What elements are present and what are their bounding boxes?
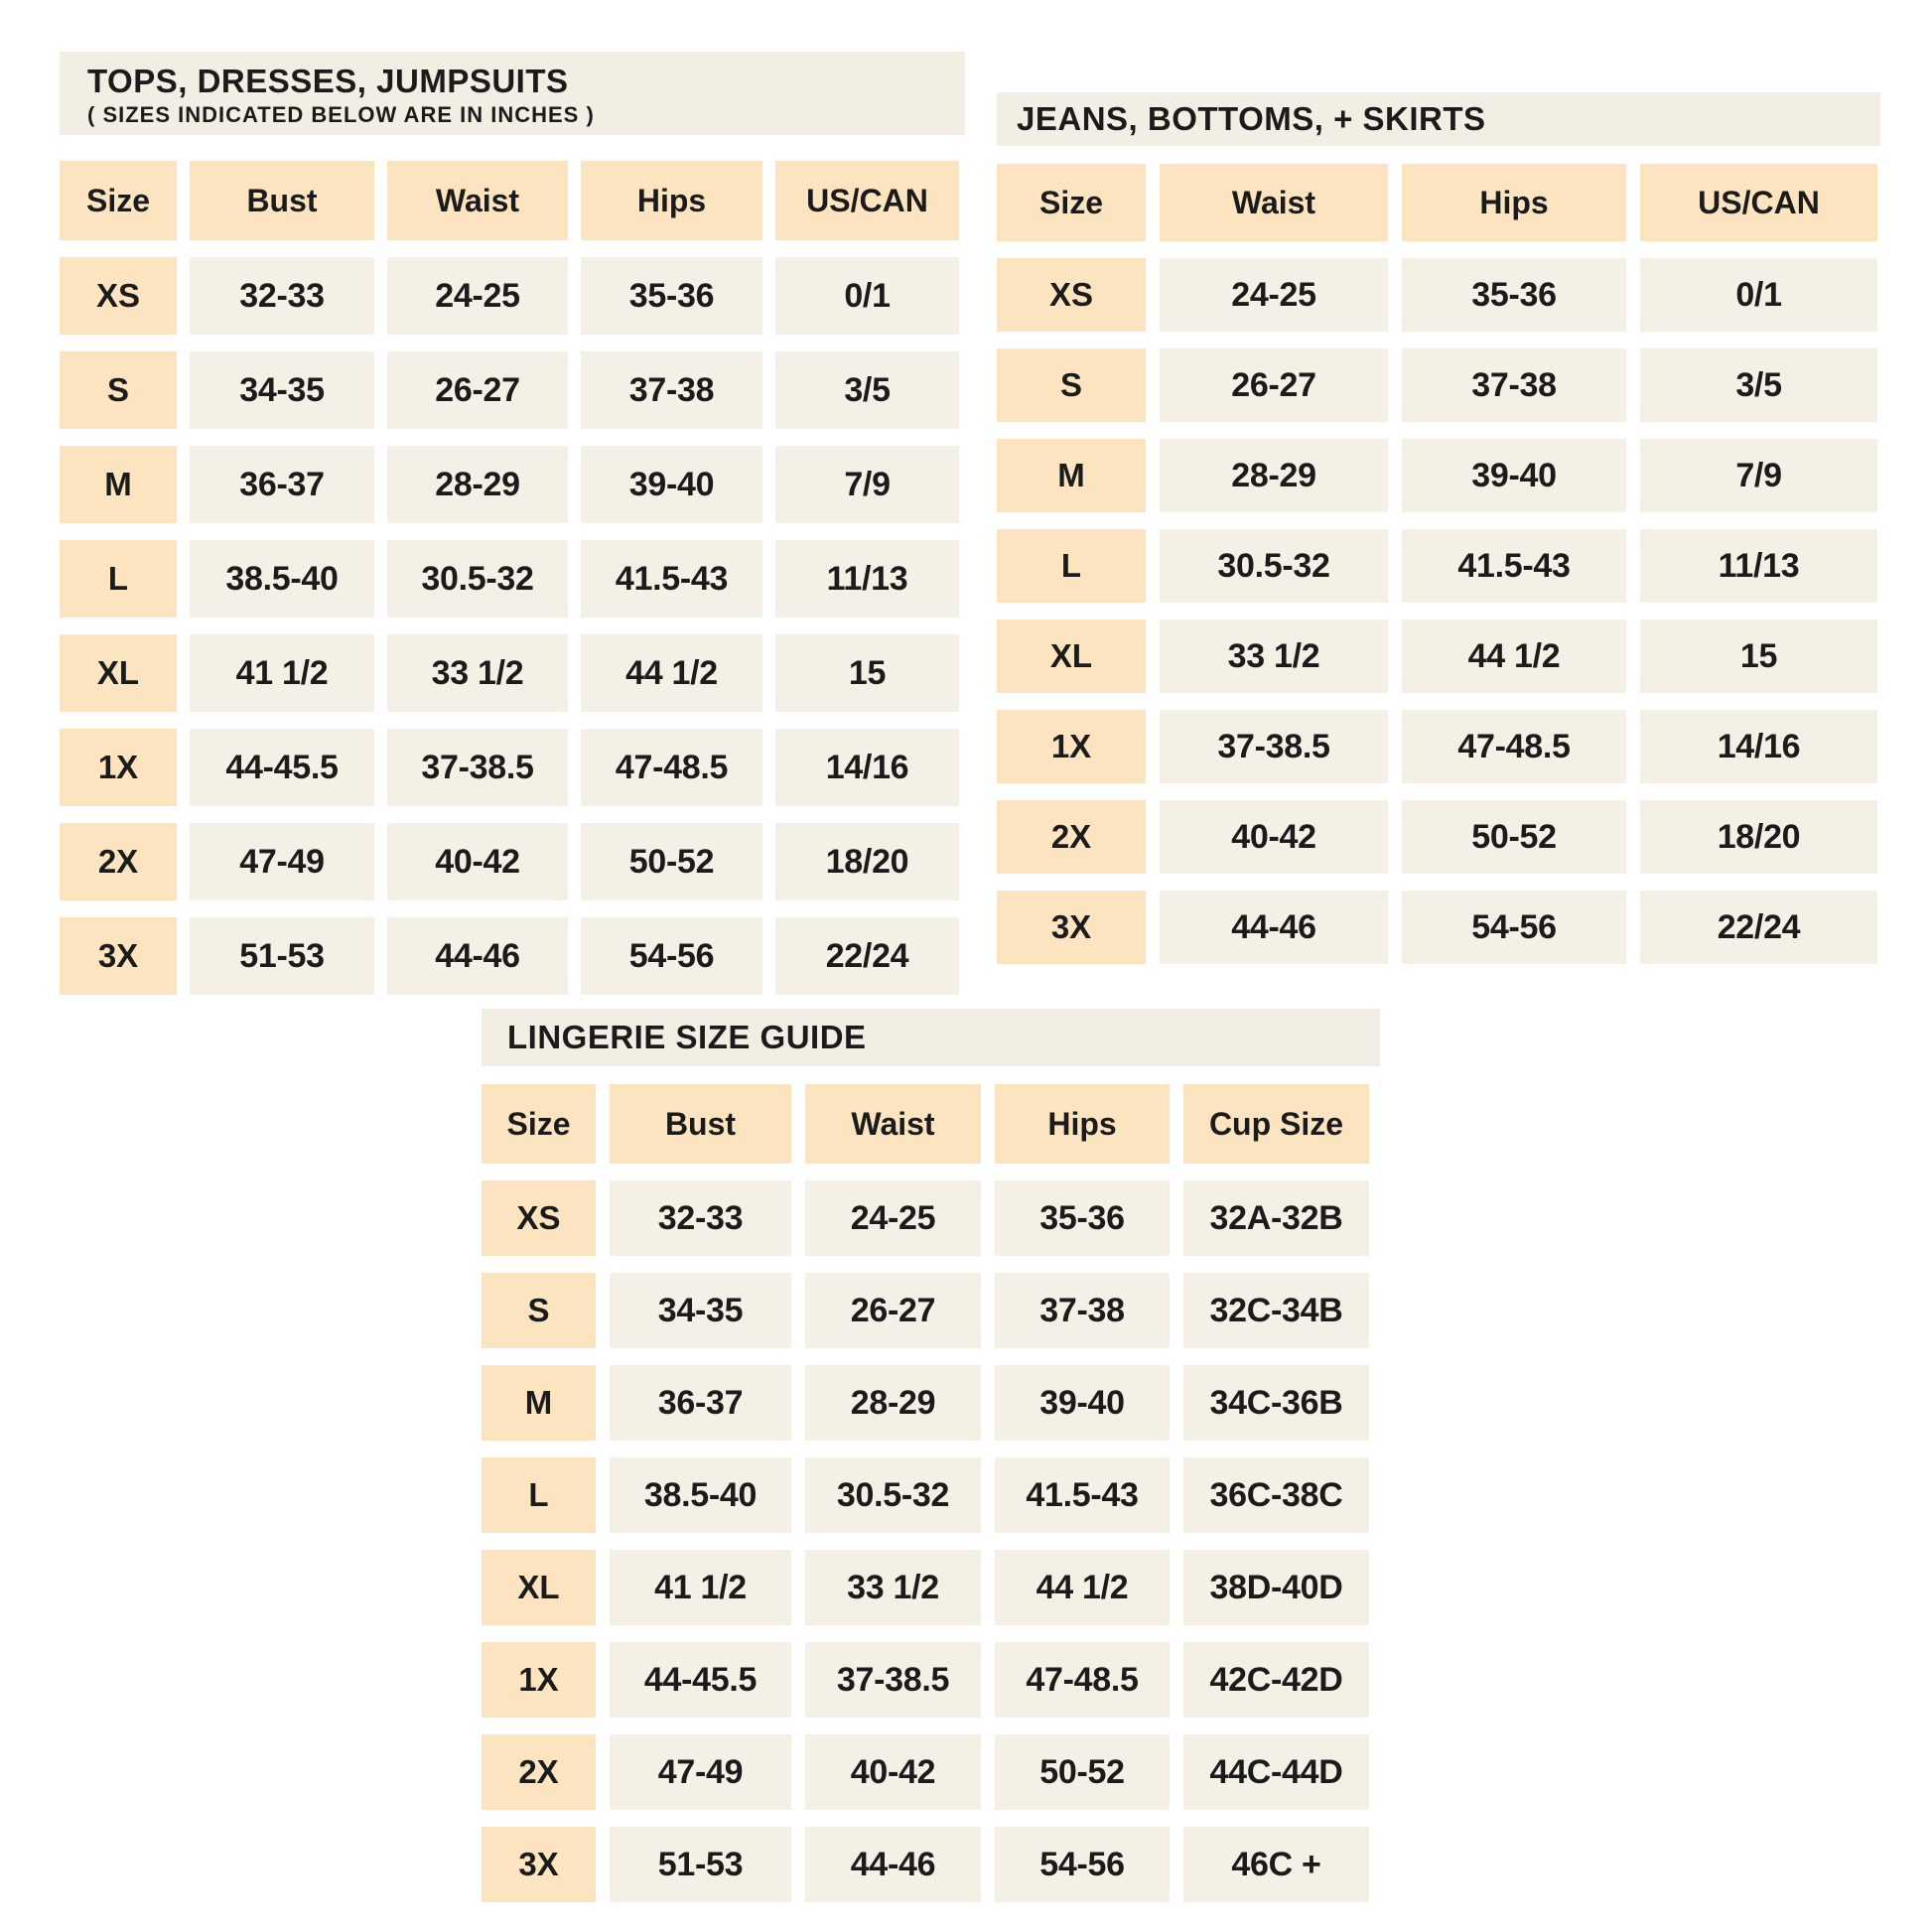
value-cell: 41.5-43	[1402, 529, 1626, 603]
size-label-xl: XL	[997, 620, 1146, 693]
size-label-xl: XL	[482, 1550, 596, 1625]
value-cell: 22/24	[1640, 891, 1877, 964]
value-cell: 14/16	[1640, 710, 1877, 783]
value-cell: 15	[775, 634, 959, 712]
value-cell: 11/13	[775, 540, 959, 618]
jeans-title-panel	[997, 92, 1880, 146]
value-cell: 28-29	[387, 446, 568, 523]
value-cell: 33 1/2	[805, 1550, 981, 1625]
size-label-s: S	[482, 1273, 596, 1348]
value-cell: 37-38.5	[1160, 710, 1388, 783]
value-cell: 47-48.5	[581, 729, 762, 806]
value-cell: 24-25	[387, 257, 568, 335]
value-cell: 14/16	[775, 729, 959, 806]
jeans-table-grid	[997, 164, 1880, 964]
value-cell: 36-37	[190, 446, 374, 523]
value-cell: 44-46	[805, 1827, 981, 1902]
value-cell: 3/5	[775, 351, 959, 429]
value-cell: 33 1/2	[1160, 620, 1388, 693]
value-cell: 37-38.5	[805, 1642, 981, 1718]
value-cell: 47-48.5	[1402, 710, 1626, 783]
size-label-l: L	[997, 529, 1146, 603]
column-header-size: Size	[482, 1084, 596, 1164]
value-cell: 44C-44D	[1183, 1734, 1369, 1810]
value-cell: 24-25	[1160, 258, 1388, 332]
value-cell: 38D-40D	[1183, 1550, 1369, 1625]
size-label-xs: XS	[60, 257, 177, 335]
size-label-3x: 3X	[60, 917, 177, 995]
column-header-bust: Bust	[610, 1084, 791, 1164]
size-label-1x: 1X	[997, 710, 1146, 783]
size-label-s: S	[60, 351, 177, 429]
value-cell: 44 1/2	[1402, 620, 1626, 693]
value-cell: 30.5-32	[1160, 529, 1388, 603]
column-header-waist: Waist	[1160, 164, 1388, 241]
value-cell: 54-56	[581, 917, 762, 995]
value-cell: 50-52	[581, 823, 762, 900]
value-cell: 26-27	[805, 1273, 981, 1348]
value-cell: 32-33	[190, 257, 374, 335]
size-label-2x: 2X	[997, 800, 1146, 874]
value-cell: 42C-42D	[1183, 1642, 1369, 1718]
lingerie-table-title: LINGERIE SIZE GUIDE	[507, 1019, 867, 1055]
size-label-m: M	[60, 446, 177, 523]
value-cell: 0/1	[1640, 258, 1877, 332]
size-label-3x: 3X	[997, 891, 1146, 964]
value-cell: 37-38.5	[387, 729, 568, 806]
value-cell: 34C-36B	[1183, 1365, 1369, 1441]
value-cell: 41.5-43	[995, 1457, 1170, 1533]
column-header-cup-size: Cup Size	[1183, 1084, 1369, 1164]
column-header-waist: Waist	[805, 1084, 981, 1164]
value-cell: 3/5	[1640, 348, 1877, 422]
tops-table-subtitle: ( SIZES INDICATED BELOW ARE IN INCHES )	[87, 102, 595, 127]
value-cell: 44 1/2	[995, 1550, 1170, 1625]
value-cell: 37-38	[995, 1273, 1170, 1348]
value-cell: 39-40	[995, 1365, 1170, 1441]
jeans-bottoms-skirts-table	[997, 92, 1880, 964]
value-cell: 7/9	[775, 446, 959, 523]
value-cell: 51-53	[610, 1827, 791, 1902]
tops-title-panel	[60, 52, 965, 135]
value-cell: 26-27	[1160, 348, 1388, 422]
value-cell: 37-38	[581, 351, 762, 429]
column-header-hips: Hips	[1402, 164, 1626, 241]
size-label-xs: XS	[997, 258, 1146, 332]
column-header-bust: Bust	[190, 161, 374, 240]
value-cell: 11/13	[1640, 529, 1877, 603]
value-cell: 34-35	[190, 351, 374, 429]
value-cell: 46C +	[1183, 1827, 1369, 1902]
value-cell: 44-46	[387, 917, 568, 995]
value-cell: 32A-32B	[1183, 1180, 1369, 1256]
value-cell: 40-42	[1160, 800, 1388, 874]
size-label-l: L	[60, 540, 177, 618]
value-cell: 47-49	[610, 1734, 791, 1810]
size-label-1x: 1X	[482, 1642, 596, 1718]
value-cell: 7/9	[1640, 439, 1877, 512]
value-cell: 47-49	[190, 823, 374, 900]
value-cell: 35-36	[581, 257, 762, 335]
value-cell: 22/24	[775, 917, 959, 995]
lingerie-table-grid	[482, 1084, 1380, 1902]
column-header-us-can: US/CAN	[1640, 164, 1877, 241]
value-cell: 34-35	[610, 1273, 791, 1348]
value-cell: 47-48.5	[995, 1642, 1170, 1718]
value-cell: 54-56	[995, 1827, 1170, 1902]
column-header-waist: Waist	[387, 161, 568, 240]
value-cell: 32C-34B	[1183, 1273, 1369, 1348]
lingerie-title-panel	[482, 1009, 1380, 1066]
value-cell: 44-45.5	[610, 1642, 791, 1718]
value-cell: 36-37	[610, 1365, 791, 1441]
tops-table-grid	[60, 161, 965, 995]
value-cell: 50-52	[995, 1734, 1170, 1810]
value-cell: 41.5-43	[581, 540, 762, 618]
value-cell: 36C-38C	[1183, 1457, 1369, 1533]
value-cell: 38.5-40	[610, 1457, 791, 1533]
size-label-2x: 2X	[482, 1734, 596, 1810]
jeans-table-title: JEANS, BOTTOMS, + SKIRTS	[1017, 100, 1486, 137]
size-label-1x: 1X	[60, 729, 177, 806]
value-cell: 30.5-32	[387, 540, 568, 618]
value-cell: 32-33	[610, 1180, 791, 1256]
value-cell: 39-40	[1402, 439, 1626, 512]
value-cell: 51-53	[190, 917, 374, 995]
value-cell: 15	[1640, 620, 1877, 693]
size-label-2x: 2X	[60, 823, 177, 900]
value-cell: 50-52	[1402, 800, 1626, 874]
value-cell: 39-40	[581, 446, 762, 523]
column-header-hips: Hips	[995, 1084, 1170, 1164]
size-label-3x: 3X	[482, 1827, 596, 1902]
value-cell: 18/20	[775, 823, 959, 900]
value-cell: 33 1/2	[387, 634, 568, 712]
value-cell: 40-42	[387, 823, 568, 900]
column-header-hips: Hips	[581, 161, 762, 240]
column-header-size: Size	[60, 161, 177, 240]
value-cell: 44-45.5	[190, 729, 374, 806]
value-cell: 28-29	[1160, 439, 1388, 512]
value-cell: 35-36	[995, 1180, 1170, 1256]
size-label-xs: XS	[482, 1180, 596, 1256]
size-label-m: M	[482, 1365, 596, 1441]
value-cell: 24-25	[805, 1180, 981, 1256]
value-cell: 0/1	[775, 257, 959, 335]
value-cell: 54-56	[1402, 891, 1626, 964]
value-cell: 41 1/2	[610, 1550, 791, 1625]
size-label-xl: XL	[60, 634, 177, 712]
column-header-us-can: US/CAN	[775, 161, 959, 240]
value-cell: 40-42	[805, 1734, 981, 1810]
value-cell: 37-38	[1402, 348, 1626, 422]
value-cell: 35-36	[1402, 258, 1626, 332]
value-cell: 26-27	[387, 351, 568, 429]
column-header-size: Size	[997, 164, 1146, 241]
lingerie-size-guide-table	[482, 1009, 1380, 1902]
tops-dresses-jumpsuits-table	[60, 52, 965, 995]
value-cell: 38.5-40	[190, 540, 374, 618]
tops-table-title: TOPS, DRESSES, JUMPSUITS	[87, 63, 569, 99]
size-label-l: L	[482, 1457, 596, 1533]
size-label-s: S	[997, 348, 1146, 422]
value-cell: 30.5-32	[805, 1457, 981, 1533]
value-cell: 41 1/2	[190, 634, 374, 712]
value-cell: 18/20	[1640, 800, 1877, 874]
value-cell: 28-29	[805, 1365, 981, 1441]
size-label-m: M	[997, 439, 1146, 512]
value-cell: 44 1/2	[581, 634, 762, 712]
value-cell: 44-46	[1160, 891, 1388, 964]
